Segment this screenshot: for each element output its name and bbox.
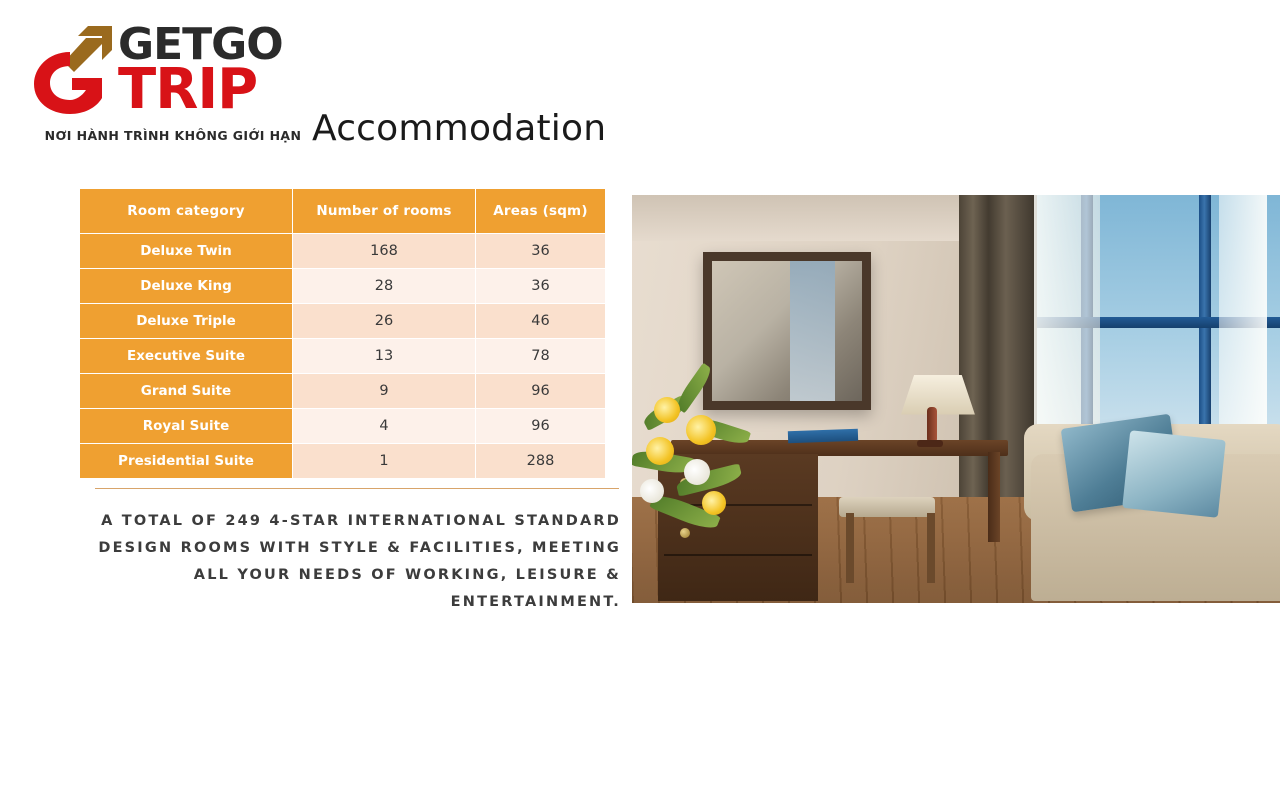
cell-category: Royal Suite — [80, 409, 293, 444]
cell-area: 78 — [476, 339, 606, 374]
getgo-g-arrow-logo-icon — [28, 22, 114, 118]
photo-stool-leg — [927, 513, 935, 582]
column-header-areas: Areas (sqm) — [476, 189, 606, 234]
accommodation-table-wrap — [79, 188, 605, 479]
accommodation-table — [79, 188, 606, 479]
cell-rooms: 9 — [293, 374, 476, 409]
logo-text-getgo: GETGO — [118, 19, 283, 70]
photo-cushion — [1122, 430, 1226, 518]
table-row — [80, 339, 606, 374]
cell-area: 96 — [476, 374, 606, 409]
cell-rooms: 1 — [293, 444, 476, 479]
photo-stool-leg — [846, 513, 854, 582]
photo-flower-yellow — [654, 397, 680, 423]
cell-category: Deluxe King — [80, 269, 293, 304]
logo-wordmark — [118, 19, 283, 122]
logo-tagline: NƠI HÀNH TRÌNH KHÔNG GIỚI HẠN — [44, 128, 302, 143]
cell-area: 36 — [476, 234, 606, 269]
photo-lamp-neck — [927, 407, 937, 443]
cell-area: 46 — [476, 304, 606, 339]
cell-category: Executive Suite — [80, 339, 293, 374]
cell-rooms: 13 — [293, 339, 476, 374]
cell-area: 288 — [476, 444, 606, 479]
cell-rooms: 26 — [293, 304, 476, 339]
logo-text-trip: TRIP — [118, 56, 258, 122]
cell-area: 96 — [476, 409, 606, 444]
room-photo — [632, 195, 1280, 603]
photo-mirror-reflection — [790, 261, 835, 401]
column-header-number-of-rooms: Number of rooms — [293, 189, 476, 234]
photo-flower-yellow — [686, 415, 716, 445]
cell-rooms: 4 — [293, 409, 476, 444]
photo-flower-white — [640, 479, 664, 503]
table-row — [80, 374, 606, 409]
photo-lamp-base — [917, 440, 943, 447]
table-row — [80, 269, 606, 304]
cell-category: Deluxe Triple — [80, 304, 293, 339]
table-row — [80, 409, 606, 444]
photo-desk-book — [787, 428, 857, 442]
photo-flower-yellow — [702, 491, 726, 515]
summary-caption: A TOTAL OF 249 4-STAR INTERNATIONAL STANDARD DESIGN ROOMS WITH STYLE & FACILITIES, MEETING ALL YOUR NEEDS OF WORKING, LEISURE & ENTERTAINMENT. — [98, 513, 621, 610]
cell-category: Presidential Suite — [80, 444, 293, 479]
table-header-row — [80, 189, 606, 234]
photo-flower-yellow — [646, 437, 674, 465]
cell-rooms: 168 — [293, 234, 476, 269]
photo-desk-leg — [988, 452, 1000, 542]
table-row — [80, 304, 606, 339]
photo-scene — [632, 195, 1280, 603]
column-header-room-category: Room category — [80, 189, 293, 234]
photo-flower-white — [684, 459, 710, 485]
cell-area: 36 — [476, 269, 606, 304]
page-title: Accommodation — [312, 108, 607, 149]
table-row — [80, 444, 606, 479]
photo-flower-arrangement — [632, 375, 782, 571]
brand-logo — [28, 19, 318, 143]
photo-ceiling — [632, 195, 1008, 241]
cell-category: Grand Suite — [80, 374, 293, 409]
cell-rooms: 28 — [293, 269, 476, 304]
cell-category: Deluxe Twin — [80, 234, 293, 269]
section-divider — [95, 488, 619, 489]
logo-row — [28, 19, 318, 122]
table-row — [80, 234, 606, 269]
